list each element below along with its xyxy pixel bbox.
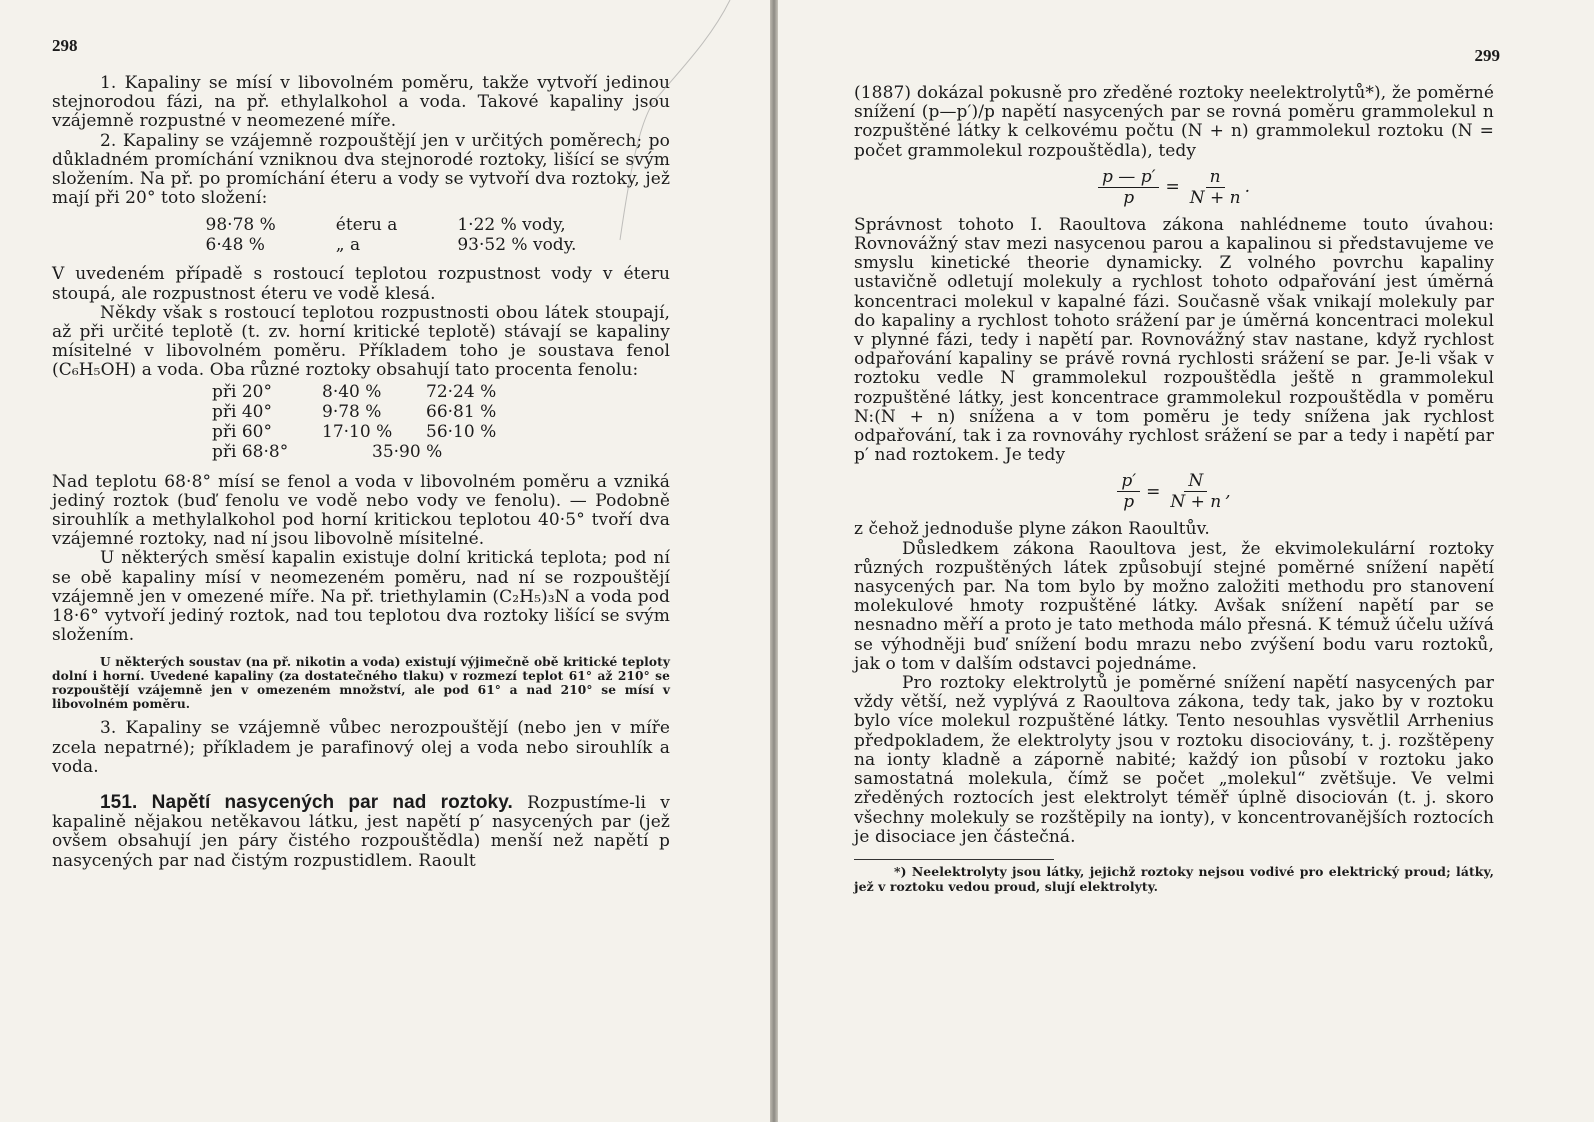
small-print-note: U některých soustav (na př. nikotin a voda) existují výjimečně obě kritické teploty dolní i horní. Uvedené kapaliny (za dostatečného tlaku) v rozmezí teplot 61° až 210° se rozpouštějí vzájemně jen v omezeném množství, ale pod 61° a nad 210° se mísí v libovolném poměru. xyxy=(52,655,670,712)
table-cell: při 68·8° xyxy=(212,441,289,462)
composition-cell: 1·22 % vody, xyxy=(457,215,566,236)
fraction-left xyxy=(1098,167,1159,208)
table-cell: 66·81 % xyxy=(426,401,497,422)
formula-tail: . xyxy=(1244,177,1250,198)
equals-sign: = xyxy=(1146,481,1161,502)
denominator: p xyxy=(1123,492,1135,513)
page-number-left: 298 xyxy=(52,36,78,55)
section-number: 151. xyxy=(100,792,138,814)
composition-cell: 93·52 % vody. xyxy=(457,234,577,255)
paragraph-item-3: 3. Kapaliny se vzájemně vůbec nerozpouštějí (nebo jen v míře zcela nepatrné); příkladem je parafinový olej a voda nebo sirouhlík a voda. xyxy=(52,718,670,777)
table-row xyxy=(212,423,496,443)
composition-cell: 6·48 % xyxy=(205,234,265,255)
table-cell: při 40° xyxy=(212,401,272,422)
table-cell: 9·78 % xyxy=(322,401,382,422)
table-cell: 8·40 % xyxy=(322,381,382,402)
paragraph-item-2: 2. Kapaliny se vzájemně rozpouštějí jen v určitých poměrech; po důkladném promíchání vzniknou dva stejnorodé roztoky, lišící se svým složením. Na př. po promíchání éteru a vody se vytvoří dva roztoky, jež mají při 20° toto složení: xyxy=(52,130,670,209)
paragraph-raoult-law: z čehož jednoduše plyne zákon Raoultův. xyxy=(854,519,1210,540)
table-row xyxy=(212,403,496,423)
paragraph-raoult-1887: (1887) dokázal pokusně pro zředěné roztoky neelektrolytů*), že poměrné snížení (p—p′)/p napětí nasycených par se rovná poměru grammolekul n rozpuštěné látky k celkovému počtu (N + n) grammolekul roztoku (N = počet grammolekul rozpouštědla), tedy xyxy=(854,83,1494,161)
paragraph-critical: Někdy však s rostoucí teplotou rozpustnosti obou látek stoupají, až při určité teplotě (t. zv. horní kritické teplotě) stávají se kapaliny mísitelné v libovolném poměru. Příkladem toho je soustava fenol (C₆H₅OH) a voda. Oba různé roztoky obsahují tato procenta fenolu: xyxy=(52,302,670,381)
composition-col-3 xyxy=(457,216,576,255)
composition-cell: éteru a xyxy=(335,215,398,236)
book-gutter xyxy=(770,0,778,1122)
paragraph-solubility: V uvedeném případě s rostoucí teplotou rozpustnost vody v éteru stoupá, ale rozpustnost éteru ve vodě klesá. xyxy=(52,264,670,304)
composition-col-1 xyxy=(206,216,276,255)
section-text: Rozpustíme-li v kapalině nějakou netěkavou látku, jest napětí p′ nasycených par (jež ovšem obsahují jen páry čistého rozpouštědla) menší než napětí p nasycených par nad čistým rozpustidlem. Raoult xyxy=(52,793,670,871)
formula-raoult-1 xyxy=(854,167,1494,208)
numerator: n xyxy=(1206,167,1225,188)
denominator: N + n xyxy=(1189,187,1241,208)
composition-cell: 98·78 % xyxy=(205,215,276,236)
page-number-right: 299 xyxy=(1474,46,1500,65)
table-cell: při 60° xyxy=(212,421,272,442)
footnote-rule xyxy=(854,859,1054,860)
table-row xyxy=(212,443,496,463)
fraction-right xyxy=(1166,471,1225,512)
fraction-right xyxy=(1186,167,1245,208)
right-page xyxy=(778,0,1594,1122)
numerator: p — p′ xyxy=(1098,167,1159,188)
paragraph-above-critical: Nad teplotu 68·8° mísí se fenol a voda v libovolném poměru a vzniká jediný roztok (buď fenolu ve vodě nebo vody ve fenolu). — Podobně sirouhlík a methylalkohol pod horní kritickou teplotou 40·5° tvoří dva vzájemné roztoky, nad ní jsou libovolně mísitelné. xyxy=(52,471,670,550)
table-cell: 56·10 % xyxy=(426,421,497,442)
denominator: N + n xyxy=(1170,492,1222,513)
paragraph-lower-critical: U některých směsí kapalin existuje dolní kritická teplota; pod ní se obě kapaliny mísí v neomezeném poměru, nad ní se rozpouštějí vzájemně jen v omezené míře. Na př. triethylamin (C₂H₅)₃N a voda pod 18·6° vytvoří jediný roztok, nad tou teplotou dva roztoky lišící se svým složením. xyxy=(52,548,670,646)
denominator: p xyxy=(1123,187,1135,208)
formula-tail: , xyxy=(1225,481,1231,502)
fraction-left xyxy=(1117,471,1140,512)
footnote: *) Neelektrolyty jsou látky, jejichž roztoky nejsou vodivé pro elektrický proud; látky, jež v roztoku vedou proud, slují elektrolyty. xyxy=(854,863,1494,894)
section-title: Napětí nasycených par nad roztoky. xyxy=(151,792,513,814)
numerator: N xyxy=(1184,471,1207,492)
equals-sign: = xyxy=(1165,177,1180,198)
table-cell: při 20° xyxy=(212,381,272,402)
composition-cell: „ a xyxy=(335,234,361,255)
table-cell: 35·90 % xyxy=(372,441,443,462)
phenol-table xyxy=(212,383,496,463)
formula-raoult-2 xyxy=(854,471,1494,512)
paragraph-item-1: 1. Kapaliny se mísí v libovolném poměru, takže vytvoří jedinou stejnorodou fázi, na př. ethylalkohol a voda. Takové kapaliny jsou vzájemně rozpustné v neomezené míře. xyxy=(52,73,670,132)
paragraph-kinetic: Správnost tohoto I. Raoultova zákona nahlédneme touto úvahou: Rovnovážný stav mezi nasycenou parou a kapalinou si představujeme ve smyslu kinetické theorie dynamicky. Z volného povrchu kapaliny ustavičně odletují molekuly a rychlost tohoto odpařování jest úměrná koncentraci molekul v kapalné fázi. Současně však vnikají molekuly par do kapaliny a rychlost tohoto srážení par je úměrná koncentraci molekul v plynné fázi, tedy i napětí par. Rovnovážný stav nastane, když rychlost odpařování kapaliny se právě rovná rychlosti srážení se par. Je-li však v roztoku vedle N grammolekul rozpouštědla ještě n grammolekul rozpuštěné látky, jest koncentrace grammolekul rozpouštědla v poměru N:(N + n) snížena a v tom poměru je tedy snížena jak rychlost odpařování, tak i za rovnováhy rychlost srážení se par a tedy i napětí par p′ nad roztokem. Je tedy xyxy=(854,214,1494,466)
table-cell: 17·10 % xyxy=(322,421,393,442)
ether-water-composition xyxy=(112,216,670,255)
numerator: p′ xyxy=(1117,471,1140,492)
table-row xyxy=(212,383,496,403)
composition-col-2 xyxy=(336,216,398,255)
left-page xyxy=(0,0,770,1122)
section-151 xyxy=(52,793,670,871)
paragraph-consequence: Důsledkem zákona Raoultova jest, že ekvimolekulární roztoky různých rozpuštěných látek způsobují stejné poměrné snížení napětí nasycených par. Na tom bylo by možno založiti methodu pro stanovení molekulové hmoty rozpuštěné látky. Avšak snížení napětí par se nesnadno měří a proto je tato methoda málo přesná. K témuž účelu užívá se výhodněji buď snížení bodu mrazu nebo zvýšení bodu varu roztoků, jak o tom v dalším odstavci pojednáme. xyxy=(854,538,1494,674)
paragraph-electrolytes: Pro roztoky elektrolytů je poměrné snížení napětí nasycených par vždy větší, než vyplývá z Raoultova zákona, tedy tak, jako by v roztoku bylo více molekul rozpuštěné látky. Tento nesouhlas vysvětlil Arrhenius předpokladem, že elektrolyty jsou v roztoku disociovány, t. j. rozštěpeny na ionty kladně a záporně nabité; každý ion působí v roztoku jako samostatná molekula, čímž se počet „molekul“ zvětšuje. Ve velmi zředěných roztocích jest elektrolyt téměř úplně disociován (t. j. skoro všechny molekuly se rozštěpily na ionty), v koncentrovanějších roztocích je disociace jen částečná. xyxy=(854,673,1494,847)
table-cell: 72·24 % xyxy=(426,381,497,402)
